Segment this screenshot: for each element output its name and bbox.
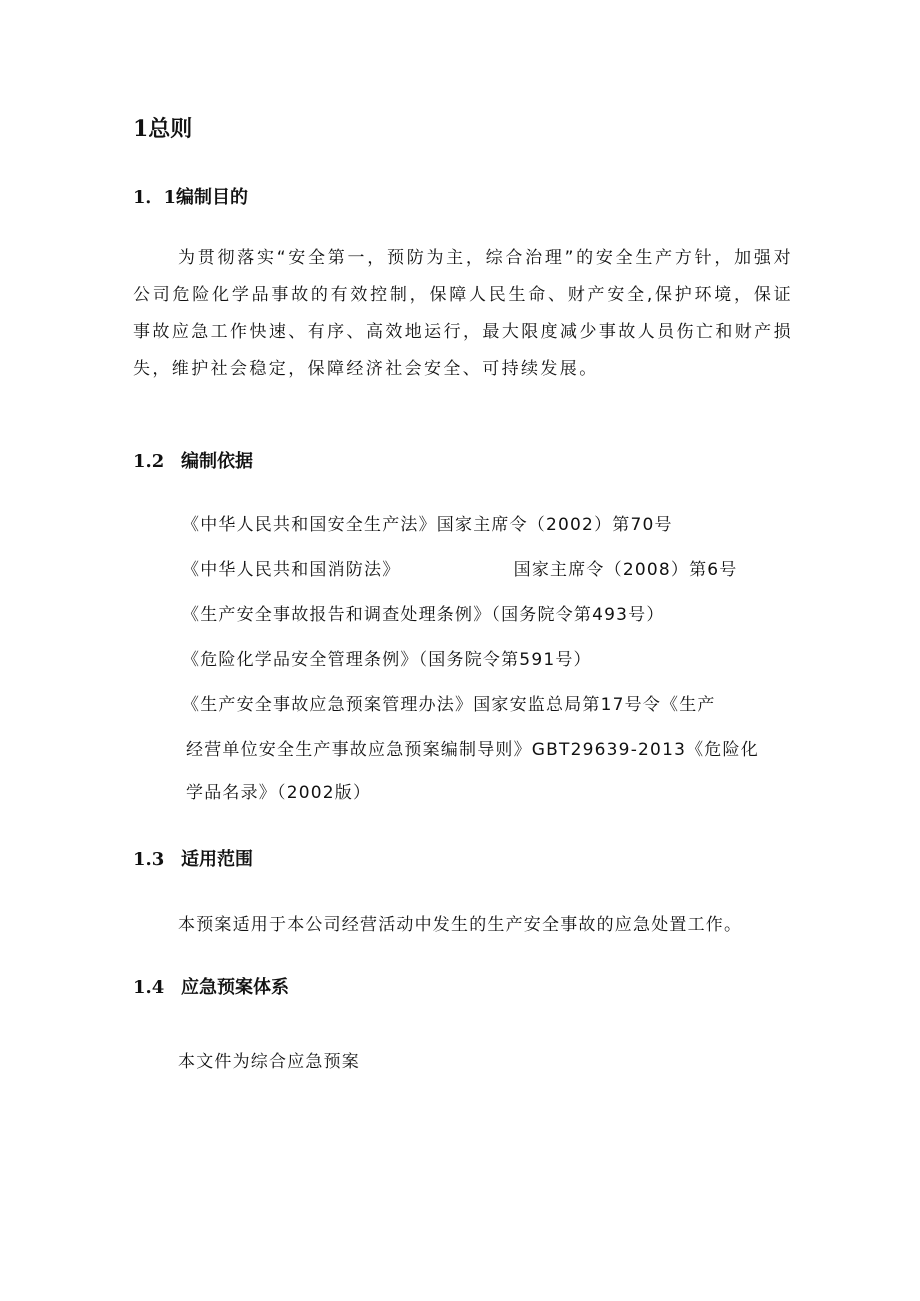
reference-line: 《生产安全事故报告和调查处理条例》（国务院令第493号）	[182, 605, 665, 625]
section-heading-1-4	[133, 973, 289, 999]
section-heading-1-1: 1．1编制目的	[133, 187, 249, 208]
reference-line: 学品名录》（2002版）	[186, 783, 372, 803]
reference-line: 《危险化学品安全管理条例》（国务院令第591号）	[182, 650, 592, 670]
section-1-3-paragraph: 本预案适用于本公司经营活动中发生的生产安全事故的应急处置工作。	[178, 915, 743, 935]
reference-source: 国家主席令（2008）第6号	[513, 560, 738, 580]
reference-line: 《生产安全事故应急预案管理办法》国家安监总局第17号令《生产	[182, 695, 716, 715]
section-1-1-paragraph: 为贯彻落实“安全第一，预防为主，综合治理”的安全生产方针，加强对公司危险化学品事故的有效控制，保障人民生命、财产安全,保护环境，保证事故应急工作快速、有序、高效地运行，最大限度减少事故人员伤亡和财产损失，维护社会稳定，保障经济社会安全、可持续发展。	[133, 248, 793, 379]
section-number: 1.4	[133, 977, 165, 998]
section-title: 适用范围	[181, 849, 253, 870]
section-heading-1-3	[133, 845, 253, 871]
reference-title: 《中华人民共和国消防法》	[182, 560, 401, 580]
reference-line: 经营单位安全生产事故应急预案编制导则》GBT29639-2013《危险化	[186, 740, 759, 760]
reference-line: 《中华人民共和国安全生产法》国家主席令（2002）第70号	[182, 515, 673, 535]
section-number: 1.3	[133, 849, 165, 870]
reference-line	[182, 555, 738, 580]
section-1-4-paragraph: 本文件为综合应急预案	[178, 1052, 360, 1072]
section-number: 1.2	[133, 451, 165, 472]
section-title: 编制依据	[181, 451, 253, 472]
section-title: 应急预案体系	[181, 977, 289, 998]
section-heading-1-2	[133, 447, 253, 473]
chapter-title: 1总则	[133, 116, 193, 142]
